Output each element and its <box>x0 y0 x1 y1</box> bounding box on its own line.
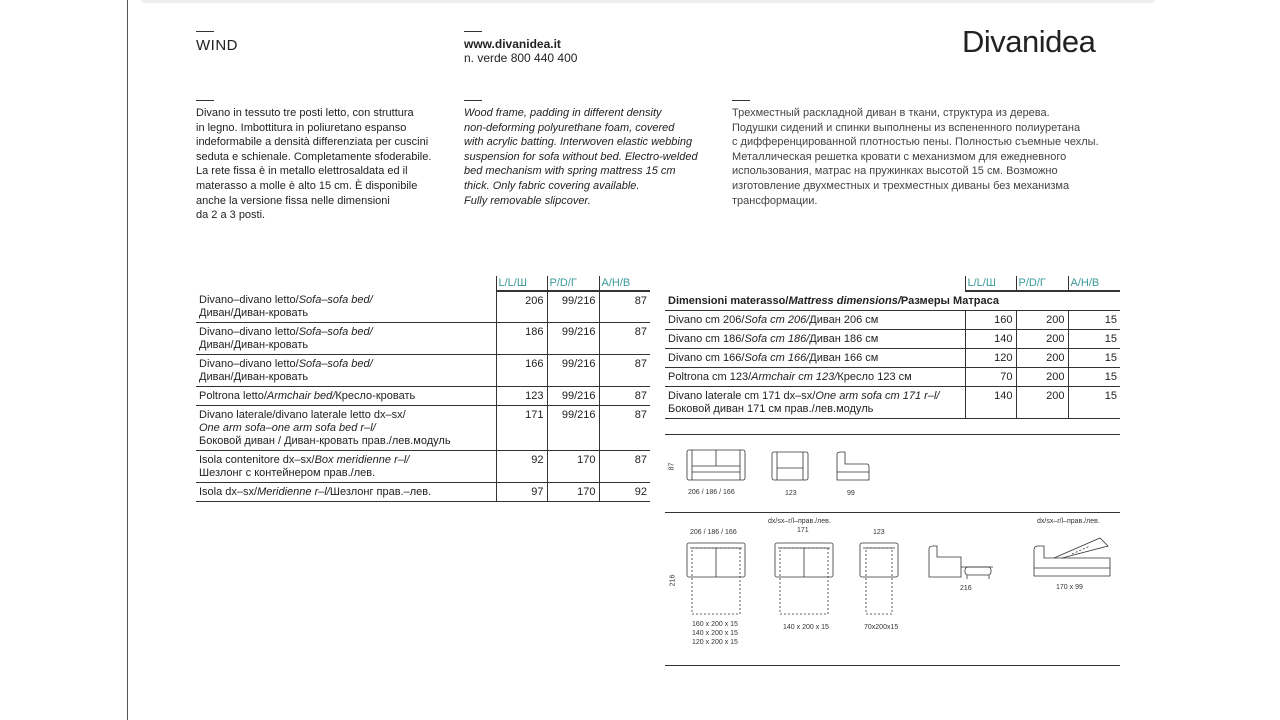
cell-l: 92 <box>496 451 547 483</box>
description-italian <box>196 106 460 223</box>
row-label-line <box>199 294 493 307</box>
plan-side-width-label: 171 <box>797 527 809 534</box>
brand-logo: Divanidea <box>962 24 1096 59</box>
drawing-rule-3 <box>665 665 1120 666</box>
cell-a: 92 <box>599 483 650 502</box>
cell-p: 200 <box>1016 387 1068 419</box>
row-label <box>196 355 496 387</box>
row-label <box>665 349 965 368</box>
row-label-line <box>199 339 493 352</box>
plan-sofa-mattress-2: 140 x 200 x 15 <box>692 630 738 637</box>
row-label-segment: Sofa cm 206/ <box>744 314 810 326</box>
row-label-segment: Sofa–sofa bed/ <box>298 326 373 338</box>
row-label-segment: Isola contenitore dx–sx/ <box>199 454 315 466</box>
header-spacer <box>196 276 496 291</box>
description-line: suspension for sofa without bed. Electro-welded <box>464 150 698 163</box>
description-line: anche la versione fissa nelle dimensioni <box>196 194 390 207</box>
row-label <box>665 311 965 330</box>
row-label-line <box>668 333 962 346</box>
dimensions-table <box>196 276 650 502</box>
row-label <box>665 387 965 419</box>
cell-a: 87 <box>599 387 650 406</box>
description-line: non-deforming polyurethane foam, covered <box>464 121 675 134</box>
row-label-segment: Диван 186 см <box>809 333 879 345</box>
table-row <box>196 387 650 406</box>
cell-a: 87 <box>599 406 650 451</box>
sofa-plan-drawing <box>686 542 746 616</box>
page-left-rule <box>127 0 128 720</box>
description-line: materasso a molle è alto 15 cm. È disponibile <box>196 179 418 192</box>
row-label-segment: Sofa–sofa bed/ <box>298 294 373 306</box>
cell-p: 200 <box>1016 368 1068 387</box>
cell-p: 99/216 <box>547 291 599 323</box>
table-row <box>665 349 1120 368</box>
desc-en-dash <box>464 100 482 101</box>
cell-a: 87 <box>599 323 650 355</box>
row-label <box>196 387 496 406</box>
description-line: bed mechanism with spring mattress 15 cm <box>464 165 676 178</box>
row-label <box>196 483 496 502</box>
row-label-segment: Isola dx–sx/ <box>199 486 258 498</box>
row-label-segment: Шезлонг с контейнером прав./лев. <box>199 467 376 479</box>
front-armchair-width-label: 123 <box>785 490 797 497</box>
plan-armchair-mattress: 70x200x15 <box>864 624 899 631</box>
cell-l: 206 <box>496 291 547 323</box>
row-label-segment: Кресло 123 см <box>837 371 912 383</box>
row-label-segment: Диван/Диван-кровать <box>199 339 309 351</box>
drawing-rule-1 <box>665 434 1120 435</box>
open-bed-side-drawing <box>927 543 997 581</box>
row-label-segment: Divano laterale/divano laterale letto dx–sx/ <box>199 409 406 421</box>
row-label-segment: One arm sofa cm 171 r–l/ <box>815 390 940 402</box>
cell-p: 200 <box>1016 311 1068 330</box>
cell-l: 97 <box>496 483 547 502</box>
description-line: Wood frame, padding in different density <box>464 107 662 119</box>
cell-a: 15 <box>1068 387 1120 419</box>
front-height-label: 87 <box>668 462 676 471</box>
row-label <box>665 368 965 387</box>
row-label-line <box>199 358 493 371</box>
description-english <box>464 106 726 208</box>
description-line: изготовление двухместных и трехместных диваны без механизма <box>732 179 1070 192</box>
description-line: Fully removable slipcover. <box>464 194 591 207</box>
table-row <box>665 330 1120 349</box>
description-line: с дифференцированной плотностью пены. Полностью съемные чехлы. <box>732 136 1099 149</box>
row-label-segment: Divano–divano letto/ <box>199 326 299 338</box>
meridienne-drawing <box>1032 532 1114 580</box>
description-line: with acrylic batting. Interwoven elastic webbing <box>464 136 693 149</box>
armchair-front-drawing <box>771 450 809 484</box>
row-label-segment: Armchair bed/ <box>266 390 336 402</box>
contact-dash <box>464 31 482 32</box>
cell-l: 120 <box>965 349 1016 368</box>
row-label <box>196 323 496 355</box>
row-label-segment: Divano–divano letto/ <box>199 294 299 306</box>
desc-it-dash <box>196 100 214 101</box>
row-label-segment: Диван/Диван-кровать <box>199 307 309 319</box>
description-line: La rete fissa è in metallo elettrosaldata ed il <box>196 165 408 178</box>
description-line: seduta e schienale. Completamente sfoderabile. <box>196 150 432 163</box>
description-line: thick. Only fabric covering available. <box>464 179 640 192</box>
header-length: L/L/Ш <box>965 276 1016 291</box>
table-row <box>196 355 650 387</box>
row-label <box>196 451 496 483</box>
row-label-line <box>199 435 493 448</box>
mattress-table-title: Dimensioni materasso/Mattress dimensions/Размеры Матраса <box>665 291 1120 311</box>
row-label <box>196 406 496 451</box>
website-link[interactable]: www.divanidea.it <box>464 37 561 51</box>
description-line: использования, матрас на пружинках высотой 15 см. Возможно <box>732 165 1058 178</box>
table-row <box>665 311 1120 330</box>
plan-side-mattress: 140 x 200 x 15 <box>783 624 829 631</box>
header-depth: P/D/Г <box>1016 276 1068 291</box>
sofa-front-drawing <box>686 448 746 484</box>
row-label-segment: Divano cm 206/ <box>668 314 745 326</box>
description-line: da 2 a 3 posti. <box>196 209 266 222</box>
mattress-table <box>665 276 1120 419</box>
header-length: L/L/Ш <box>496 276 547 291</box>
row-label-line <box>668 371 962 384</box>
row-label-line <box>199 409 493 422</box>
cell-p: 99/216 <box>547 355 599 387</box>
row-label-segment: Meridienne r–l/ <box>257 486 330 498</box>
row-label-segment: Кресло-кровать <box>335 390 416 402</box>
row-label-segment: Шезлонг прав.–лев. <box>329 486 432 498</box>
row-label-line <box>199 307 493 320</box>
drawing-rule-2 <box>665 512 1120 513</box>
table-row <box>196 451 650 483</box>
row-label-line <box>668 352 962 365</box>
cell-a: 15 <box>1068 349 1120 368</box>
cell-p: 170 <box>547 483 599 502</box>
side-sofa-plan-drawing <box>774 542 834 616</box>
row-label-line <box>199 467 493 480</box>
row-label-line <box>199 371 493 384</box>
phone-number: n. verde 800 440 400 <box>464 51 578 65</box>
row-label-segment: Боковой диван 171 см прав./лев.модуль <box>668 403 874 415</box>
row-label-segment: Боковой диван / Диван-кровать прав./лев.модуль <box>199 435 451 447</box>
table-row <box>196 406 650 451</box>
bed-open-length-label: 216 <box>960 585 972 592</box>
header-height: A/H/B <box>599 276 650 291</box>
cell-l: 70 <box>965 368 1016 387</box>
cell-p: 99/216 <box>547 323 599 355</box>
row-label-line <box>199 326 493 339</box>
description-line: трансформации. <box>732 194 818 207</box>
side-depth-label: 99 <box>847 490 855 497</box>
cell-p: 99/216 <box>547 406 599 451</box>
side-view-drawing <box>835 450 871 484</box>
description-line: Divano in tessuto tre posti letto, con struttura <box>196 107 414 119</box>
cell-l: 166 <box>496 355 547 387</box>
plan-depth-label: 216 <box>669 574 677 587</box>
table-row <box>196 323 650 355</box>
description-line: in legno. Imbottitura in poliuretano espanso <box>196 121 407 134</box>
cell-a: 87 <box>599 355 650 387</box>
row-label-line <box>668 314 962 327</box>
plan-armchair-width-label: 123 <box>873 529 885 536</box>
row-label-segment: Sofa cm 166/ <box>744 352 810 364</box>
cell-p: 200 <box>1016 330 1068 349</box>
header-depth: P/D/Г <box>547 276 599 291</box>
meridienne-label: dx/sx–r/l–прав./лев. <box>1037 518 1100 525</box>
front-sofa-width-label: 206 / 186 / 166 <box>688 489 735 496</box>
desc-ru-dash <box>732 100 750 101</box>
row-label-segment: Poltrona letto/ <box>199 390 267 402</box>
cell-a: 87 <box>599 291 650 323</box>
row-label-segment: Sofa cm 186/ <box>744 333 810 345</box>
row-label-line <box>668 403 962 416</box>
description-line: indeformabile a densità differenziata per cuscini <box>196 136 429 149</box>
description-line: Металлическая решетка кровати с механизмом для ежедневного <box>732 150 1067 163</box>
cell-l: 186 <box>496 323 547 355</box>
table-row <box>665 387 1120 419</box>
row-label-line <box>199 390 493 403</box>
table-row <box>665 368 1120 387</box>
page-top-rule <box>142 0 1154 3</box>
row-label-segment: Диван 206 см <box>809 314 879 326</box>
row-label-segment: Sofa–sofa bed/ <box>298 358 373 370</box>
row-label-segment: Box meridienne r–l/ <box>314 454 410 466</box>
row-label <box>665 330 965 349</box>
meridienne-size-label: 170 x 99 <box>1056 584 1083 591</box>
description-russian <box>732 106 1122 208</box>
header-height: A/H/B <box>1068 276 1120 291</box>
table-row <box>196 483 650 502</box>
plan-sofa-mattress-1: 160 x 200 x 15 <box>692 621 738 628</box>
row-label-segment: One arm sofa–one arm sofa bed r–l/ <box>199 422 376 434</box>
plan-sofa-mattress-3: 120 x 200 x 15 <box>692 639 738 646</box>
cell-a: 15 <box>1068 311 1120 330</box>
plan-sofa-width-label: 206 / 186 / 166 <box>690 529 737 536</box>
row-label-line <box>668 390 962 403</box>
cell-p: 99/216 <box>547 387 599 406</box>
row-label-segment: Divano–divano letto/ <box>199 358 299 370</box>
row-label-line <box>199 422 493 435</box>
row-label <box>196 291 496 323</box>
product-title: WIND <box>196 37 238 54</box>
row-label-segment: Диван/Диван-кровать <box>199 371 309 383</box>
row-label-segment: Divano cm 166/ <box>668 352 745 364</box>
plan-side-label: dx/sx–r/l–прав./лев. <box>768 518 831 525</box>
cell-l: 140 <box>965 330 1016 349</box>
table-row <box>196 291 650 323</box>
row-label-segment: Armchair cm 123/ <box>751 371 838 383</box>
row-label-segment: Divano laterale cm 171 dx–sx/ <box>668 390 816 402</box>
cell-l: 123 <box>496 387 547 406</box>
cell-p: 170 <box>547 451 599 483</box>
cell-a: 15 <box>1068 368 1120 387</box>
row-label-line <box>199 486 493 499</box>
cell-l: 171 <box>496 406 547 451</box>
row-label-line <box>199 454 493 467</box>
cell-a: 87 <box>599 451 650 483</box>
header-spacer <box>665 276 965 291</box>
armchair-plan-drawing <box>859 542 899 616</box>
cell-l: 140 <box>965 387 1016 419</box>
cell-a: 15 <box>1068 330 1120 349</box>
description-line: Трехместный раскладной диван в ткани, структура из дерева. <box>732 107 1050 119</box>
row-label-segment: Divano cm 186/ <box>668 333 745 345</box>
description-line: Подушки сидений и спинки выполнены из вспененного полиуретана <box>732 121 1081 134</box>
row-label-segment: Poltrona cm 123/ <box>668 371 752 383</box>
cell-l: 160 <box>965 311 1016 330</box>
cell-p: 200 <box>1016 349 1068 368</box>
row-label-segment: Диван 166 см <box>809 352 879 364</box>
title-dash <box>196 31 214 32</box>
